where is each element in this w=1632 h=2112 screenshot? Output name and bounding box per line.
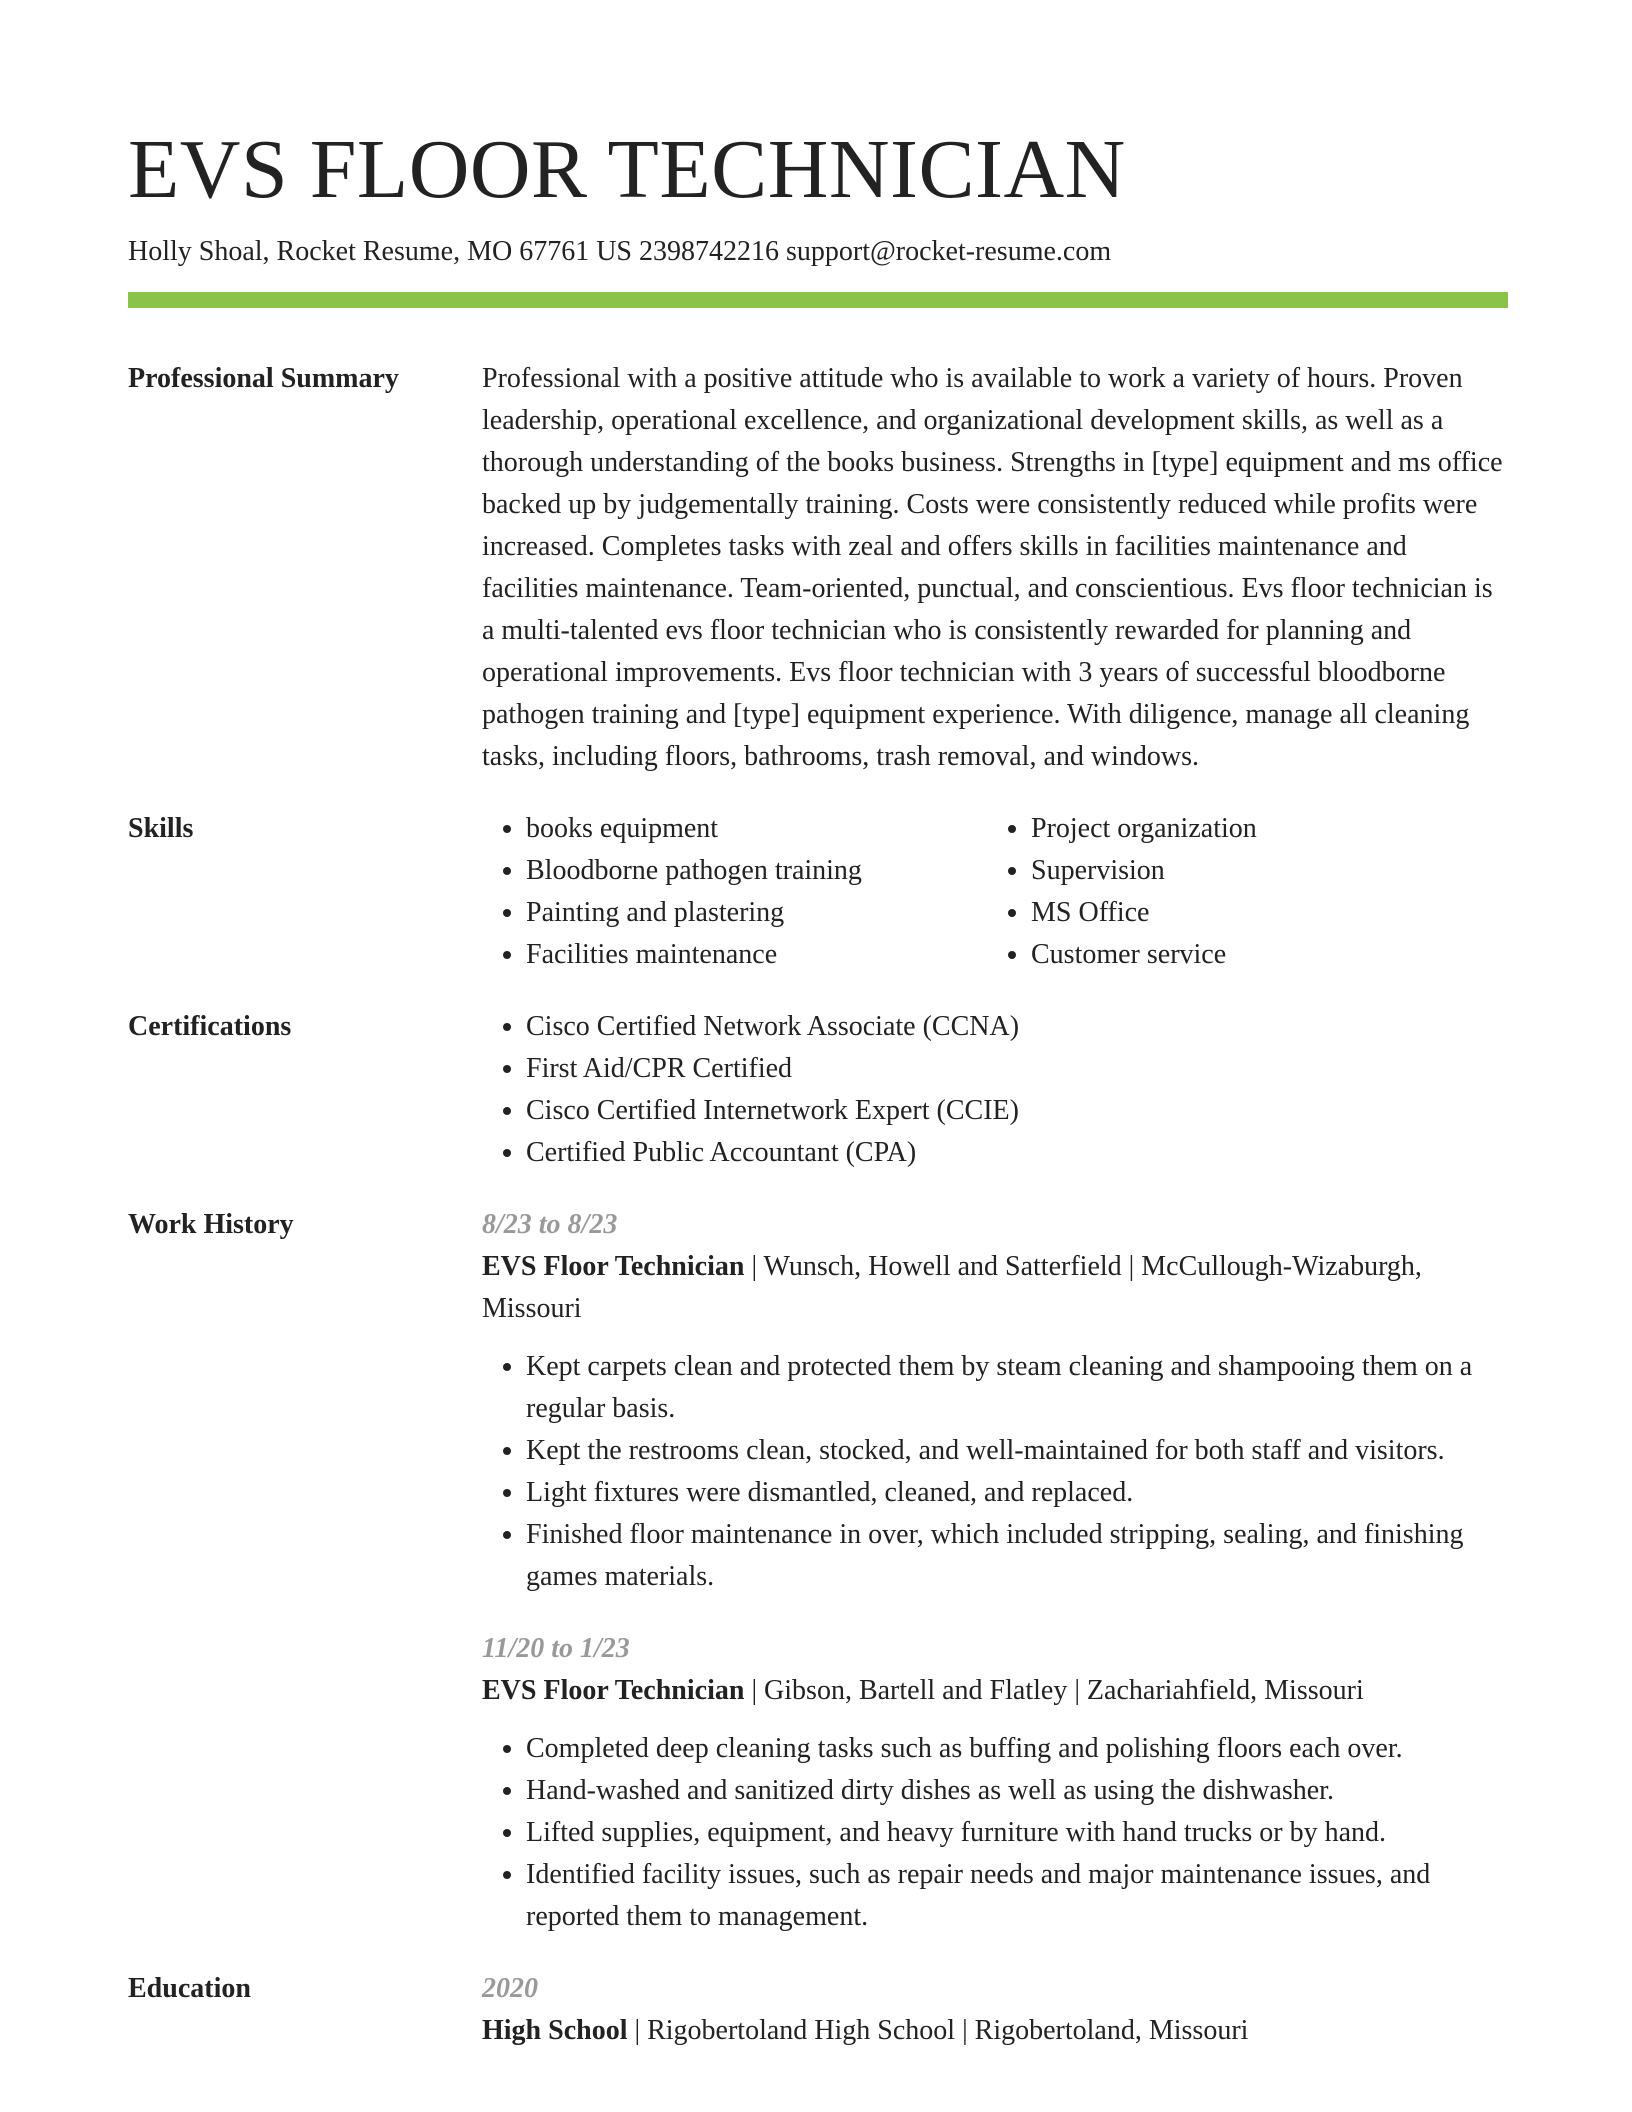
- job-duty: • Hand-washed and sanitized dirty dishes as well as using the dishwasher.: [526, 1770, 1508, 1812]
- skill-item: • Painting and plastering: [526, 892, 987, 934]
- skill-item: • Supervision: [1031, 850, 1492, 892]
- certification-item: • Cisco Certified Internetwork Expert (CCIE): [526, 1090, 1508, 1132]
- certification-item: • First Aid/CPR Certified: [526, 1048, 1508, 1090]
- education-date: 2020: [482, 1973, 538, 2004]
- job-duties-list: [482, 1346, 1508, 1598]
- section-label-skills: Skills: [128, 813, 194, 844]
- certification-item: • Cisco Certified Network Associate (CCNA): [526, 1006, 1508, 1048]
- job-duty: • Identified facility issues, such as repair needs and major maintenance issues, and reported them to management.: [526, 1854, 1508, 1938]
- section-label-education: Education: [128, 1973, 251, 2004]
- contact-line: Holly Shoal, Rocket Resume, MO 67761 US 2398742216 support@rocket-resume.com: [128, 236, 1112, 267]
- summary-text: Professional with a positive attitude who is available to work a variety of hours. Proven leadership, operational excellence, and organizational development skills, as well as a thorough understanding of the books business. Strengths in [type] equipment and ms office backed up by judgementally training. Costs were consistently reduced while profits were increased. Completes tasks with zeal and offers skills in facilities maintenance and facilities maintenance. Team-oriented, punctual, and conscientious. Evs floor technician is a multi-talented evs floor technician who is consistently rewarded for planning and operational improvements. Evs floor technician with 3 years of successful bloodborne pathogen training and [type] equipment experience. With diligence, manage all cleaning tasks, including floors, bathrooms, trash removal, and windows.: [482, 363, 1503, 772]
- job-duty: • Kept carpets clean and protected them by steam cleaning and shampooing them on a regular basis.: [526, 1346, 1508, 1430]
- skill-item: • Bloodborne pathogen training: [526, 850, 987, 892]
- job-details: | Wunsch, Howell and Satterfield | McCullough-Wizaburgh, Missouri: [482, 1251, 1422, 1324]
- education-heading: [482, 2010, 1508, 2052]
- education-details: | Rigobertoland High School | Rigobertoland, Missouri: [627, 2015, 1249, 2046]
- job-heading: [482, 1246, 1508, 1330]
- job-title: EVS Floor Technician: [482, 1251, 745, 1282]
- job-duties-list: [482, 1728, 1508, 1938]
- section-label-certifications: Certifications: [128, 1011, 292, 1042]
- education-section: [128, 1968, 1508, 2052]
- skill-item: • books equipment: [526, 808, 987, 850]
- certifications-section: [128, 1006, 1508, 1174]
- education-degree: High School: [482, 2015, 628, 2046]
- job-details: | Gibson, Bartell and Flatley | Zachariahfield, Missouri: [744, 1675, 1364, 1706]
- job-title: EVS Floor Technician: [482, 1675, 745, 1706]
- job-entry: [482, 1204, 1508, 1598]
- job-duty: • Kept the restrooms clean, stocked, and well-maintained for both staff and visitors.: [526, 1430, 1508, 1472]
- job-duty: • Finished floor maintenance in over, which included stripping, sealing, and finishing games materials.: [526, 1514, 1508, 1598]
- skill-item: • MS Office: [1031, 892, 1492, 934]
- resume-page: [128, 120, 1508, 2052]
- resume-title: EVS FLOOR TECHNICIAN: [128, 123, 1126, 216]
- job-duty: • Lifted supplies, equipment, and heavy furniture with hand trucks or by hand.: [526, 1812, 1508, 1854]
- skill-item: • Facilities maintenance: [526, 934, 987, 976]
- certification-item: • Certified Public Accountant (CPA): [526, 1132, 1508, 1174]
- accent-divider: [128, 292, 1508, 308]
- skills-section: [128, 808, 1508, 976]
- section-label-summary: Professional Summary: [128, 363, 399, 394]
- job-heading: [482, 1670, 1508, 1712]
- section-label-work-history: Work History: [128, 1209, 294, 1240]
- skills-list-right: [987, 808, 1492, 976]
- job-duty: • Completed deep cleaning tasks such as buffing and polishing floors each over.: [526, 1728, 1508, 1770]
- job-duty: • Light fixtures were dismantled, cleaned, and replaced.: [526, 1472, 1508, 1514]
- summary-section: [128, 358, 1508, 778]
- skill-item: • Customer service: [1031, 934, 1492, 976]
- job-date: 8/23 to 8/23: [482, 1209, 618, 1240]
- job-entry: [482, 1628, 1508, 1938]
- work-history-section: [128, 1204, 1508, 1938]
- job-date: 11/20 to 1/23: [482, 1633, 630, 1664]
- skill-item: • Project organization: [1031, 808, 1492, 850]
- certifications-list: [482, 1006, 1508, 1174]
- skills-list-left: [482, 808, 987, 976]
